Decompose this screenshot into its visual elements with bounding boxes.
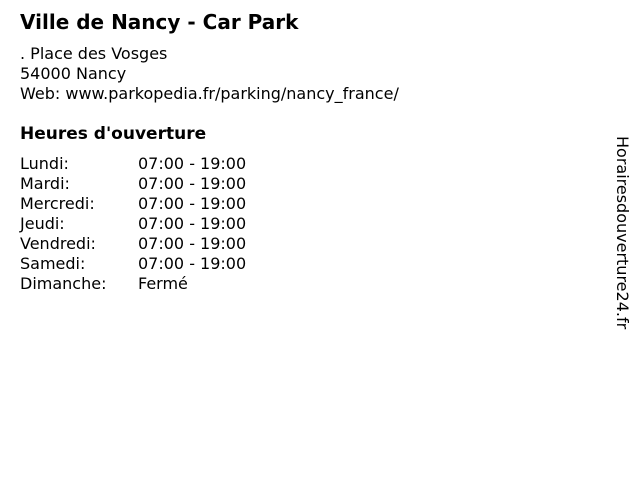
page-title: Ville de Nancy - Car Park xyxy=(20,10,299,34)
hours-row-jeudi xyxy=(20,214,246,234)
hours-row-dimanche xyxy=(20,274,246,294)
day-label: Dimanche: xyxy=(20,274,107,293)
time-value: 07:00 - 19:00 xyxy=(138,194,247,213)
hours-row-vendredi xyxy=(20,234,246,254)
hours-row-mardi xyxy=(20,174,246,194)
city-address: 54000 Nancy xyxy=(20,64,127,83)
time-value: Fermé xyxy=(138,274,188,293)
day-label: Jeudi: xyxy=(20,214,65,233)
opening-hours-list xyxy=(20,154,246,294)
time-value: 07:00 - 19:00 xyxy=(138,174,247,193)
day-label: Lundi: xyxy=(20,154,69,173)
hours-row-samedi xyxy=(20,254,246,274)
opening-hours-heading: Heures d'ouverture xyxy=(20,124,207,144)
time-value: 07:00 - 19:00 xyxy=(138,234,247,253)
street-address: . Place des Vosges xyxy=(20,44,168,63)
time-value: 07:00 - 19:00 xyxy=(138,254,247,273)
address-block xyxy=(20,44,399,104)
day-label: Mercredi: xyxy=(20,194,95,213)
time-value: 07:00 - 19:00 xyxy=(138,214,247,233)
time-value: 07:00 - 19:00 xyxy=(138,154,247,173)
day-label: Samedi: xyxy=(20,254,86,273)
hours-row-mercredi xyxy=(20,194,246,214)
day-label: Mardi: xyxy=(20,174,70,193)
hours-row-lundi xyxy=(20,154,246,174)
website-text: Web: www.parkopedia.fr/parking/nancy_france/ xyxy=(20,84,399,103)
side-brand-text: Horairesdouverture24.fr xyxy=(613,136,632,330)
day-label: Vendredi: xyxy=(20,234,96,253)
